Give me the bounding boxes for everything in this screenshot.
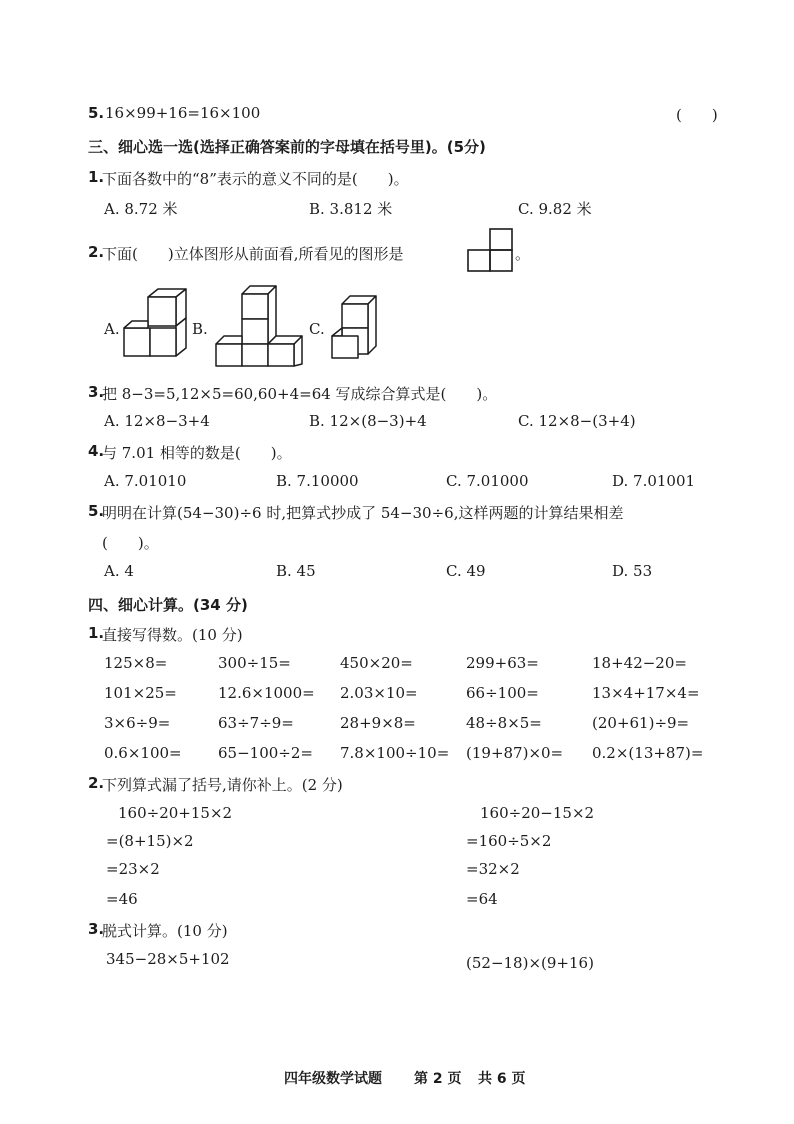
s3-q5-number: 5. (88, 502, 105, 520)
calc-item: (19+87)×0= (466, 744, 564, 762)
s3-q4-number: 4. (88, 442, 105, 460)
footer-page: 第 2 页 (414, 1071, 462, 1087)
s3-q5-option-b: B. 45 (276, 562, 316, 580)
calc-item: 48÷8×5= (466, 714, 542, 732)
s3-q4-option-a: A. 7.01010 (104, 472, 187, 490)
s3-q3-option-c: C. 12×8−(3+4) (518, 412, 636, 430)
bracket-left-line: 160÷20+15×2 (118, 804, 233, 822)
footer-total: 共 6 页 (478, 1071, 526, 1087)
s3-q1-option-a: A. 8.72 米 (104, 200, 178, 218)
solid-figure-c (330, 294, 380, 360)
s3-q1-stem: 下面各数中的“8”表示的意义不同的是( )。 (102, 170, 409, 188)
stepwise-right-expr: (52−18)×(9+16) (466, 954, 594, 972)
solid-figure-b (214, 284, 304, 368)
stepwise-left-expr: 345−28×5+102 (106, 950, 230, 968)
s3-q2-stem-end: 。 (515, 245, 531, 263)
s3-q4-stem: 与 7.01 相等的数是( )。 (102, 444, 292, 462)
calc-item: 63÷7÷9= (218, 714, 294, 732)
s3-q3-option-a: A. 12×8−3+4 (104, 412, 210, 430)
s3-q1-number: 1. (88, 168, 105, 186)
s3-q5-option-a: A. 4 (104, 562, 134, 580)
s3-q4-option-c: C. 7.01000 (446, 472, 529, 490)
calc-item: 66÷100= (466, 684, 539, 702)
s3-q5-option-c: C. 49 (446, 562, 486, 580)
judge-q5-answer-paren[interactable]: ( ) (676, 106, 718, 124)
s3-q3-option-b: B. 12×(8−3)+4 (309, 412, 427, 430)
calc-item: 0.2×(13+87)= (592, 744, 704, 762)
calc-item: 101×25= (104, 684, 177, 702)
s3-q2-label-c: C. (309, 320, 325, 338)
s3-q4-option-d: D. 7.01001 (612, 472, 696, 490)
calc-item: 28+9×8= (340, 714, 416, 732)
s3-q2-stem: 下面( )立体图形从前面看,所看见的图形是 (102, 245, 404, 263)
s4-p1-number: 1. (88, 624, 105, 642)
front-view-figure (466, 227, 516, 273)
bracket-left-line: =(8+15)×2 (106, 832, 194, 850)
s4-p2-title: 下列算式漏了括号,请你补上。(2 分) (102, 776, 343, 794)
s3-q1-option-b: B. 3.812 米 (309, 200, 393, 218)
calc-item: 65−100÷2= (218, 744, 313, 762)
s4-p1-title: 直接写得数。(10 分) (102, 626, 243, 644)
bracket-right-line: =64 (466, 890, 498, 908)
s3-q5-option-d: D. 53 (612, 562, 653, 580)
calc-item: 3×6÷9= (104, 714, 171, 732)
s4-p3-title: 脱式计算。(10 分) (102, 922, 228, 940)
calc-item: 300÷15= (218, 654, 291, 672)
s3-q3-number: 3. (88, 383, 105, 401)
section4-title: 四、细心计算。(34 分) (88, 596, 248, 614)
s3-q5-stem-answer[interactable]: ( )。 (102, 534, 159, 552)
calc-item: (20+61)÷9= (592, 714, 690, 732)
s3-q2-number: 2. (88, 243, 105, 261)
s4-p2-number: 2. (88, 774, 105, 792)
calc-item: 299+63= (466, 654, 539, 672)
calc-item: 125×8= (104, 654, 168, 672)
s3-q5-stem: 明明在计算(54−30)÷6 时,把算式抄成了 54−30÷6,这样两题的计算结果相差 (102, 504, 624, 522)
section3-title: 三、细心选一选(选择正确答案前的字母填在括号里)。(5分) (88, 138, 486, 156)
calc-item: 7.8×100÷10= (340, 744, 450, 762)
judge-q5-text: 16×99+16=16×100 (105, 104, 261, 122)
judge-q5-number: 5. (88, 104, 105, 122)
calc-item: 13×4+17×4= (592, 684, 700, 702)
bracket-left-line: =23×2 (106, 860, 160, 878)
s3-q3-stem: 把 8−3=5,12×5=60,60+4=64 写成综合算式是( )。 (102, 385, 498, 403)
s3-q2-label-b: B. (192, 320, 208, 338)
footer-subject: 四年级数学试题 (284, 1071, 382, 1087)
s3-q2-label-a: A. (104, 320, 120, 338)
s3-q4-option-b: B. 7.10000 (276, 472, 359, 490)
calc-item: 18+42−20= (592, 654, 687, 672)
s3-q1-option-c: C. 9.82 米 (518, 200, 592, 218)
calc-item: 12.6×1000= (218, 684, 315, 702)
bracket-right-line: =160÷5×2 (466, 832, 552, 850)
bracket-right-line: 160÷20−15×2 (480, 804, 595, 822)
solid-figure-a (122, 288, 190, 358)
calc-item: 0.6×100= (104, 744, 182, 762)
bracket-right-line: =32×2 (466, 860, 520, 878)
calc-item: 450×20= (340, 654, 413, 672)
s4-p3-number: 3. (88, 920, 105, 938)
calc-item: 2.03×10= (340, 684, 418, 702)
bracket-left-line: =46 (106, 890, 138, 908)
